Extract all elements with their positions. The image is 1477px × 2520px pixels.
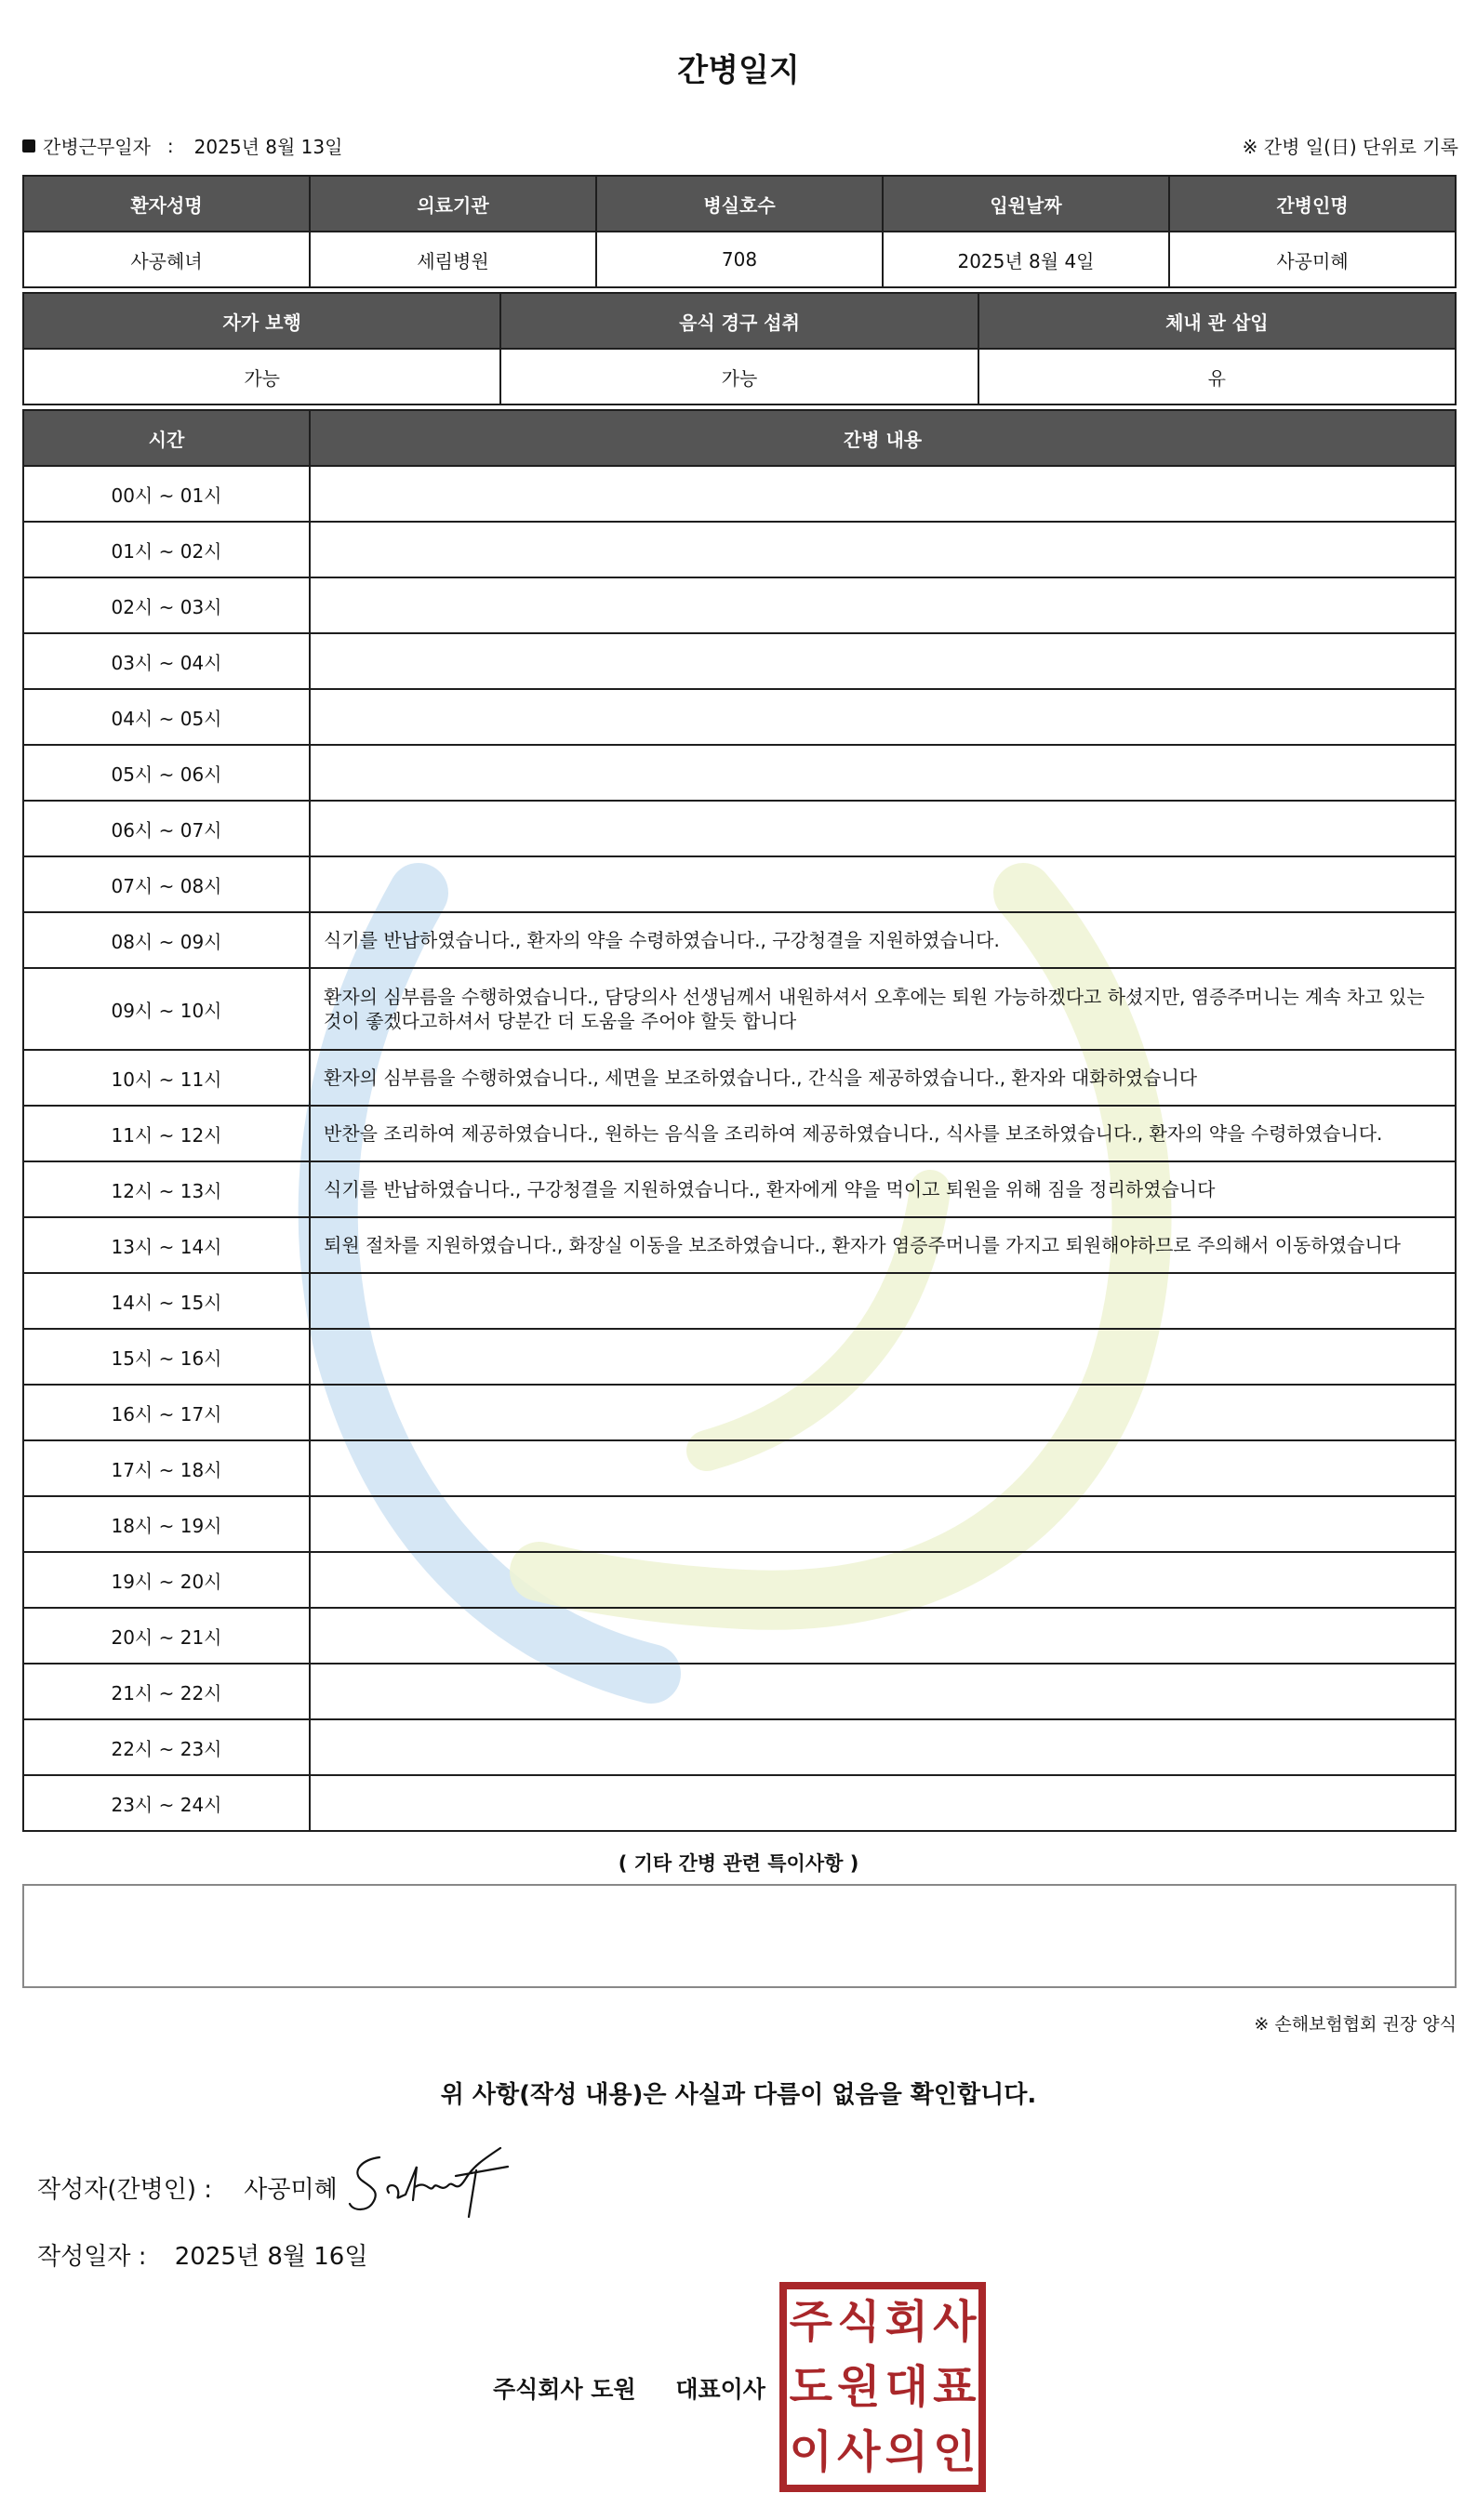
content-cell (310, 1329, 1456, 1385)
table-row (23, 1217, 1456, 1273)
time-cell: 21시 ~ 22시 (23, 1664, 310, 1719)
company-line (493, 2371, 765, 2405)
self-walking-value: 가능 (23, 349, 500, 405)
content-cell (310, 1775, 1456, 1831)
content-cell (310, 1719, 1456, 1775)
patient-table-header (23, 176, 1456, 232)
time-cell: 22시 ~ 23시 (23, 1719, 310, 1775)
time-cell: 00시 ~ 01시 (23, 466, 310, 522)
care-date-value: 2025년 8월 13일 (193, 136, 343, 158)
content-cell (310, 689, 1456, 745)
time-cell: 18시 ~ 19시 (23, 1496, 310, 1552)
table-row (23, 689, 1456, 745)
content-cell: 식기를 반납하였습니다., 구강청결을 지원하였습니다., 환자에게 약을 먹이고 퇴원을 위해 짐을 정리하였습니다 (310, 1161, 1456, 1217)
seal-char: 대 (885, 2361, 928, 2413)
content-cell: 환자의 심부름을 수행하였습니다., 세면을 보조하였습니다., 간식을 제공하였습니다., 환자와 대화하였습니다 (310, 1050, 1456, 1106)
seal-char: 사 (837, 2426, 881, 2478)
time-cell: 10시 ~ 11시 (23, 1050, 310, 1106)
table-row (23, 577, 1456, 633)
content-cell (310, 1608, 1456, 1664)
content-cell (310, 633, 1456, 689)
bullet-square-icon (22, 139, 35, 153)
header-patient-name: 환자성명 (23, 176, 310, 232)
time-cell: 13시 ~ 14시 (23, 1217, 310, 1273)
table-row (23, 1385, 1456, 1440)
seal-char: 주 (789, 2296, 832, 2348)
table-row (23, 1050, 1456, 1106)
header-admission-date: 입원날짜 (883, 176, 1169, 232)
header-self-walking: 자가 보행 (23, 293, 500, 349)
table-row (23, 1273, 1456, 1329)
seal-char: 원 (837, 2361, 881, 2413)
time-cell: 09시 ~ 10시 (23, 968, 310, 1050)
signature-icon (344, 2139, 521, 2222)
writer-label: 작성자(간병인) : (37, 2176, 213, 2204)
writer-name: 사공미혜 (244, 2176, 338, 2204)
time-cell: 14시 ~ 15시 (23, 1273, 310, 1329)
status-table (22, 292, 1457, 405)
content-cell: 반찬을 조리하여 제공하였습니다., 원하는 음식을 조리하여 제공하였습니다., 식사를 보조하였습니다., 환자의 약을 수령하였습니다. (310, 1106, 1456, 1161)
status-table-row (23, 349, 1456, 405)
time-cell: 20시 ~ 21시 (23, 1608, 310, 1664)
table-row (23, 1440, 1456, 1496)
header-care-content: 간병 내용 (310, 410, 1456, 466)
content-cell (310, 1440, 1456, 1496)
table-row (23, 1552, 1456, 1608)
company-name: 주식회사 도원 (493, 2376, 636, 2403)
oral-intake-value: 가능 (500, 349, 978, 405)
header-hospital: 의료기관 (310, 176, 596, 232)
table-row (23, 1664, 1456, 1719)
patient-name: 사공혜녀 (23, 232, 310, 287)
hospital-name: 세림병원 (310, 232, 596, 287)
time-cell: 07시 ~ 08시 (23, 856, 310, 912)
table-row (23, 1106, 1456, 1161)
time-cell: 11시 ~ 12시 (23, 1106, 310, 1161)
content-cell (310, 577, 1456, 633)
care-date-label: 간병근무일자 (43, 136, 151, 158)
content-cell (310, 856, 1456, 912)
seal-char: 표 (933, 2361, 977, 2413)
seal-char: 회 (885, 2296, 928, 2348)
time-cell: 12시 ~ 13시 (23, 1161, 310, 1217)
page-title: 간병일지 (677, 52, 800, 89)
caregiver-name: 사공미혜 (1169, 232, 1456, 287)
time-cell: 23시 ~ 24시 (23, 1775, 310, 1831)
time-cell: 15시 ~ 16시 (23, 1329, 310, 1385)
time-cell: 04시 ~ 05시 (23, 689, 310, 745)
content-cell (310, 1385, 1456, 1440)
admission-date: 2025년 8월 4일 (883, 232, 1169, 287)
care-date (22, 132, 342, 159)
content-cell (310, 522, 1456, 577)
table-row (23, 968, 1456, 1050)
time-cell: 16시 ~ 17시 (23, 1385, 310, 1440)
content-cell (310, 745, 1456, 801)
representative-title: 대표이사 (675, 2376, 765, 2403)
time-cell: 01시 ~ 02시 (23, 522, 310, 577)
notes-title: ( 기타 간병 관련 특이사항 ) (618, 1852, 859, 1875)
written-date-label: 작성일자 : (37, 2243, 147, 2271)
table-row (23, 633, 1456, 689)
table-row (23, 856, 1456, 912)
content-cell (310, 1273, 1456, 1329)
confirmation-statement: 위 사항(작성 내용)은 사실과 다름이 없음을 확인합니다. (440, 2081, 1037, 2109)
header-room-number: 병실호수 (596, 176, 883, 232)
time-cell: 06시 ~ 07시 (23, 801, 310, 856)
seal-char: 의 (885, 2426, 928, 2478)
time-cell: 08시 ~ 09시 (23, 912, 310, 968)
time-cell: 05시 ~ 06시 (23, 745, 310, 801)
table-row (23, 1161, 1456, 1217)
table-row (23, 1329, 1456, 1385)
written-date-value: 2025년 8월 16일 (174, 2243, 368, 2271)
patient-table (22, 175, 1457, 288)
writer-line (37, 2170, 338, 2205)
time-cell: 19시 ~ 20시 (23, 1552, 310, 1608)
seal-char: 식 (837, 2296, 881, 2348)
seal-char: 사 (933, 2296, 977, 2348)
table-row (23, 466, 1456, 522)
content-cell (310, 1664, 1456, 1719)
table-row (23, 745, 1456, 801)
written-date (37, 2237, 367, 2272)
header-caregiver-name: 간병인명 (1169, 176, 1456, 232)
notes-box (22, 1884, 1457, 1988)
table-row (23, 1719, 1456, 1775)
company-seal-stamp (779, 2282, 986, 2492)
time-cell: 02시 ~ 03시 (23, 577, 310, 633)
table-row (23, 1608, 1456, 1664)
time-cell: 03시 ~ 04시 (23, 633, 310, 689)
content-cell (310, 801, 1456, 856)
table-row (23, 1775, 1456, 1831)
content-cell: 식기를 반납하였습니다., 환자의 약을 수령하였습니다., 구강청결을 지원하였습니다. (310, 912, 1456, 968)
content-cell (310, 1496, 1456, 1552)
care-date-colon: : (166, 134, 174, 157)
seal-char: 이 (789, 2426, 832, 2478)
content-cell (310, 466, 1456, 522)
care-log-header (23, 410, 1456, 466)
patient-table-row (23, 232, 1456, 287)
table-row (23, 1496, 1456, 1552)
unit-note: ※ 간병 일(日) 단위로 기록 (1242, 136, 1458, 158)
table-row (23, 801, 1456, 856)
table-row (23, 522, 1456, 577)
tube-insertion-value: 유 (978, 349, 1456, 405)
header-tube-insertion: 체내 관 삽입 (978, 293, 1456, 349)
seal-char: 인 (933, 2426, 977, 2478)
content-cell: 퇴원 절차를 지원하였습니다., 화장실 이동을 보조하였습니다., 환자가 염증주머니를 가지고 퇴원해야하므로 주의해서 이동하였습니다 (310, 1217, 1456, 1273)
form-note: ※ 손해보험협회 권장 양식 (1254, 2014, 1457, 2035)
content-cell: 환자의 심부름을 수행하였습니다., 담당의사 선생님께서 내원하셔서 오후에는 퇴원 가능하겠다고 하셨지만, 염증주머니는 계속 차고 있는 것이 좋겠다고하셔서 당분간 더 도움을 주어야 할듯 합니다 (310, 968, 1456, 1050)
time-cell: 17시 ~ 18시 (23, 1440, 310, 1496)
header-oral-intake: 음식 경구 섭취 (500, 293, 978, 349)
care-log-table (22, 409, 1457, 1832)
header-time: 시간 (23, 410, 310, 466)
table-row (23, 912, 1456, 968)
status-table-header (23, 293, 1456, 349)
room-number: 708 (596, 232, 883, 287)
seal-char: 도 (789, 2361, 832, 2413)
content-cell (310, 1552, 1456, 1608)
